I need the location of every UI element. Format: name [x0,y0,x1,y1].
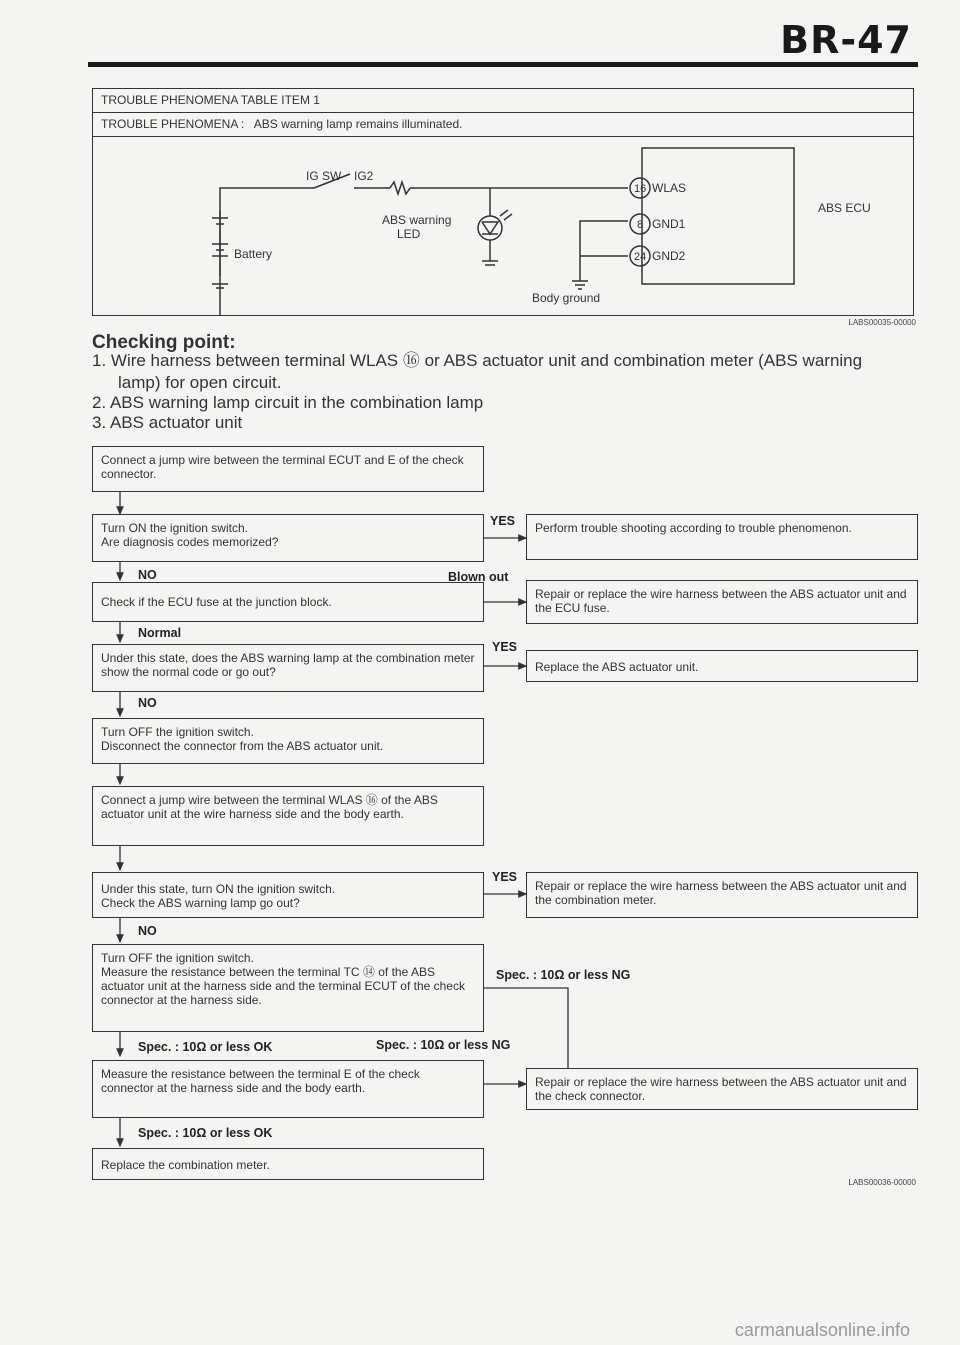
page-number: BR-47 [780,18,912,62]
phenomena-label: TROUBLE PHENOMENA : [101,117,245,131]
result-box-replace-actuator: Replace the ABS actuator unit. [526,650,918,682]
gnd2-label: GND2 [651,248,685,263]
flow-box-ecu-fuse: Check if the ECU fuse at the junction block. [92,582,484,622]
label-spec-ng-1: Spec. : 10Ω or less NG [496,968,631,982]
result-box-trouble-shooting: Perform trouble shooting according to trouble phenomenon. [526,514,918,560]
phenomena-value: ABS warning lamp remains illuminated. [253,117,463,131]
result-box-repair-check-connector: Repair or replace the wire harness between the ABS actuator unit and the check connector. [526,1068,918,1110]
flow-box-measure-tc-ecut: Turn OFF the ignition switch. Measure the resistance between the terminal TC ⑭ of the ABS actuator unit at the harness side and the terminal ECUT of the check connector at the harness side. [92,944,484,1032]
table-title: TROUBLE PHENOMENA TABLE ITEM 1 [92,88,914,112]
label-spec-ok-1: Spec. : 10Ω or less OK [138,1040,273,1054]
flow-box-warning-lamp-state: Under this state, does the ABS warning lamp at the combination meter show the normal code or go out? [92,644,484,692]
body-ground-label: Body ground [531,290,600,305]
abs-warning-label-2: LED [396,226,420,241]
label-yes-2: YES [492,640,518,654]
label-no-3: NO [138,924,157,938]
wlas-label: WLAS [651,180,686,195]
flow-box-disconnect-connector: Turn OFF the ignition switch. Disconnect the connector from the ABS actuator unit. [92,718,484,764]
checking-item-1-cont: lamp) for open circuit. [118,373,282,392]
label-no-2: NO [138,696,157,710]
flow-box-lamp-go-out: Under this state, turn ON the ignition switch. Check the ABS warning lamp go out? [92,872,484,918]
flow-box-measure-e-body: Measure the resistance between the terminal E of the check connector at the harness side and the body earth. [92,1060,484,1118]
battery-label: Battery [233,246,272,261]
gnd1-label: GND1 [651,216,685,231]
label-yes-1: YES [490,514,516,528]
watermark: carmanualsonline.info [734,1320,910,1340]
pin-24: 24 [633,250,646,263]
flow-box-jump-wlas: Connect a jump wire between the terminal WLAS ⑯ of the ABS actuator unit at the wire harness side and the body earth. [92,786,484,846]
label-no-1: NO [138,568,157,582]
flow-box-jump-ecut: Connect a jump wire between the terminal ECUT and E of the check connector. [92,446,484,492]
diagram-code: LABS00035-00000 [848,318,916,327]
pin-8: 8 [636,218,643,231]
label-normal: Normal [138,626,182,640]
abs-warning-label-1: ABS warning [381,212,451,227]
label-yes-3: YES [492,870,518,884]
ecu-label: ABS ECU [817,200,871,215]
result-box-repair-ecu-fuse: Repair or replace the wire harness between the ABS actuator unit and the ECU fuse. [526,580,918,624]
checking-title: Checking point: [92,332,236,353]
checking-item-3: 3. ABS actuator unit [92,413,243,432]
ig-sw-label: IG SW [305,168,341,183]
label-spec-ok-2: Spec. : 10Ω or less OK [138,1126,273,1140]
result-box-repair-combination-meter: Repair or replace the wire harness between the ABS actuator unit and the combination meter. [526,872,918,918]
ig2-label: IG2 [353,168,373,183]
flow-box-ignition-codes: Turn ON the ignition switch. Are diagnosis codes memorized? [92,514,484,562]
flow-box-replace-meter: Replace the combination meter. [92,1148,484,1180]
label-spec-ng-2: Spec. : 10Ω or less NG [376,1038,511,1052]
checking-item-2: 2. ABS warning lamp circuit in the combination lamp [92,393,484,412]
label-blown-out: Blown out [448,570,509,584]
checking-item-1: 1. Wire harness between terminal WLAS ⑯ or ABS actuator unit and combination meter (ABS warning [92,351,863,370]
pin-16: 16 [633,182,646,195]
flow-code: LABS00036-00000 [848,1178,916,1187]
